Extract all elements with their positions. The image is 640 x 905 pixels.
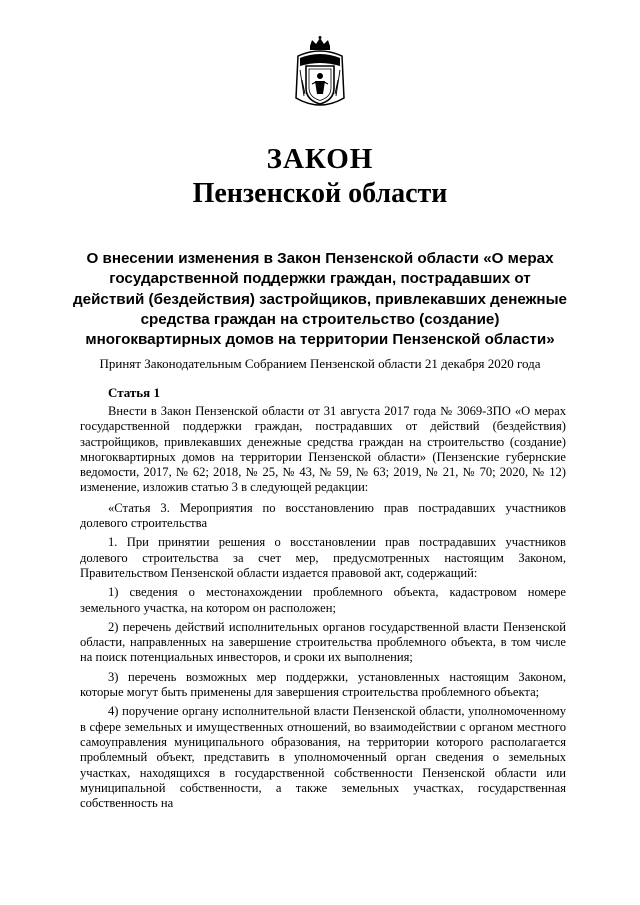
paragraph: «Статья 3. Мероприятия по восстановлению прав пострадавших участников долевого строительства [80, 500, 566, 531]
coat-of-arms-icon [290, 36, 350, 112]
paragraph: 2) перечень действий исполнительных органов государственной власти Пензенской области, направленных на завершение строительства проблемного объекта, в том числе на поиск потенциальных инвесторов, и сроки их выполнения; [80, 619, 566, 665]
document-subtitle: Пензенской области [192, 178, 448, 209]
paragraph: 1) сведения о местонахождении проблемного объекта, кадастровом номере земельного участка, на котором он расположен; [80, 585, 566, 615]
document-title: ЗАКОН [266, 143, 374, 175]
article-title: Статья 1 [108, 385, 160, 400]
law-heading: О внесении изменения в Закон Пензенской области «О мерах государственной поддержки граждан, пострадавших от действий (бездействия) застройщиков, привлекавших денежные средства граждан на строительство (создание) многоквартирных домов на территории Пензенской области» [73, 250, 567, 349]
paragraph: 3) перечень возможных мер поддержки, установленных настоящим Законом, которые могут быть применены для завершения строительства проблемного объекта; [80, 669, 566, 700]
adoption-note: Принят Законодательным Собранием Пензенской области 21 декабря 2020 года [99, 356, 541, 371]
paragraph: 4) поручение органу исполнительной власти Пензенской области, уполномоченному в сфере земельных и имущественных отношений, во взаимодействии с органом местного самоуправления муниципального образования, на территории которого располагается проблемный объект, представить в уполномоченный орган сведения о земельных участках, находящихся в государственной собственности Пензенской области или муниципальной собственности, а также земельных участках, государственная собственность на [80, 704, 566, 811]
paragraph: Внести в Закон Пензенской области от 31 августа 2017 года № 3069-ЗПО «О мерах государственной поддержки граждан, пострадавших от действий (бездействия) застройщиков, привлекавших денежные средства граждан на строительство (создание) многоквартирных домов на территории Пензенской области» (Пензенские губернские ведомости, 2017, № 62; 2018, № 25, № 43, № 59, № 63; 2019, № 21, № 70; 2020, № 12) изменение, изложив статью 3 в следующей редакции: [80, 404, 566, 495]
paragraph: 1. При принятии решения о восстановлении прав пострадавших участников долевого строительства за счет мер, предусмотренных настоящим Законом, Правительством Пензенской области издается правовой акт, содержащий: [80, 535, 566, 580]
article-body [80, 404, 566, 815]
